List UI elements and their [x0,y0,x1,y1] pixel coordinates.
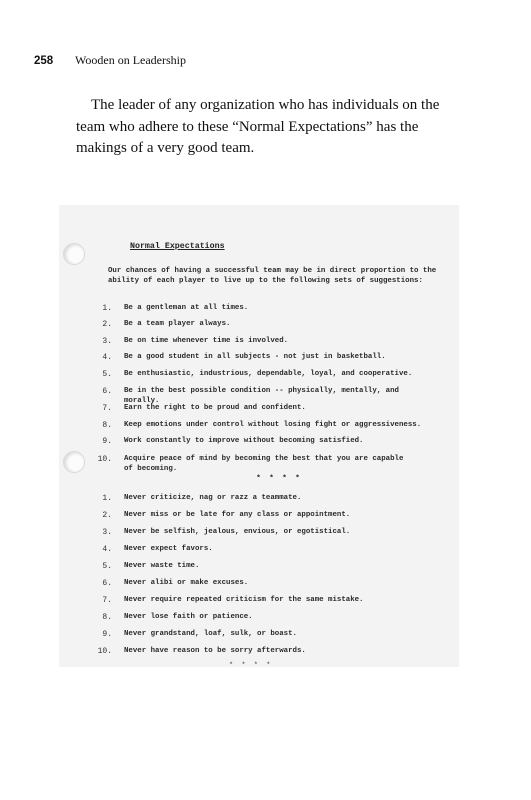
page-header [34,53,186,68]
list-item-number: 7. [102,596,112,605]
list-item: Be a good student in all subjects - not just in basketball. [124,353,386,361]
list-item: Never lose faith or patience. [124,613,253,621]
list-item: Never miss or be late for any class or appointment. [124,511,351,519]
list-item: Never waste time. [124,562,200,570]
intro-paragraph: The leader of any organization who has individuals on the team who adhere to these “Normal Expectations” has the makings of a very good team. [76,97,440,156]
list-item: Never require repeated criticism for the same mistake. [124,596,364,604]
page-number: 258 [34,55,54,67]
list-item: Earn the right to be proud and confident. [124,404,306,412]
list-item: Never criticize, nag or razz a teammate. [124,494,302,502]
list-item-number: 5. [102,370,112,379]
list-item-number: 1. [102,494,112,503]
memo-title: Normal Expectations [130,242,225,251]
memo-intro: Our chances of having a successful team may be in direct proportion to the ability of each player to live up to the following sets of suggestions: [108,267,437,285]
running-title: Wooden on Leadership [75,53,186,67]
list-item: Keep emotions under control without losing fight or aggressiveness. [124,421,422,429]
list-item: Acquire peace of mind by becoming the best that you are capable of becoming. [124,455,404,473]
scanned-memo [59,205,459,667]
list-item-number: 3. [102,528,112,537]
list-item-number: 10. [97,647,112,656]
list-item-number: 6. [102,579,112,588]
list-item-number: 2. [102,320,112,329]
list-item: Be a team player always. [124,320,231,328]
list-item: Never grandstand, loaf, sulk, or boast. [124,630,297,638]
list-item-number: 3. [102,337,112,346]
list-item-number: 7. [102,404,112,413]
list-item: Never have reason to be sorry afterwards. [124,647,306,655]
list-item-number: 9. [102,437,112,446]
list-item-number: 8. [102,613,112,622]
list-item-number: 5. [102,562,112,571]
list-item-number: 4. [102,545,112,554]
list-item: Be in the best possible condition -- physically, mentally, and morally. [124,387,399,405]
list-item: Be enthusiastic, industrious, dependable, loyal, and cooperative. [124,370,413,378]
list-item-number: 8. [102,421,112,430]
list-item-number: 6. [102,387,112,396]
list-item-number: 1. [102,304,112,313]
list-item: Work constantly to improve without becoming satisfied. [124,437,364,445]
list-item-number: 10. [97,455,112,464]
punch-hole-icon [63,243,85,265]
section-separator: * * * * [256,475,302,483]
list-item: Never alibi or make excuses. [124,579,249,587]
list-item-number: 4. [102,353,112,362]
list-item: Never expect favors. [124,545,213,553]
bottom-separator: * * * * [229,662,273,667]
list-item-number: 9. [102,630,112,639]
list-item: Never be selfish, jealous, envious, or egotistical. [124,528,351,536]
list-item: Be a gentleman at all times. [124,304,249,312]
list-item: Be on time whenever time is involved. [124,337,289,345]
list-item-number: 2. [102,511,112,520]
